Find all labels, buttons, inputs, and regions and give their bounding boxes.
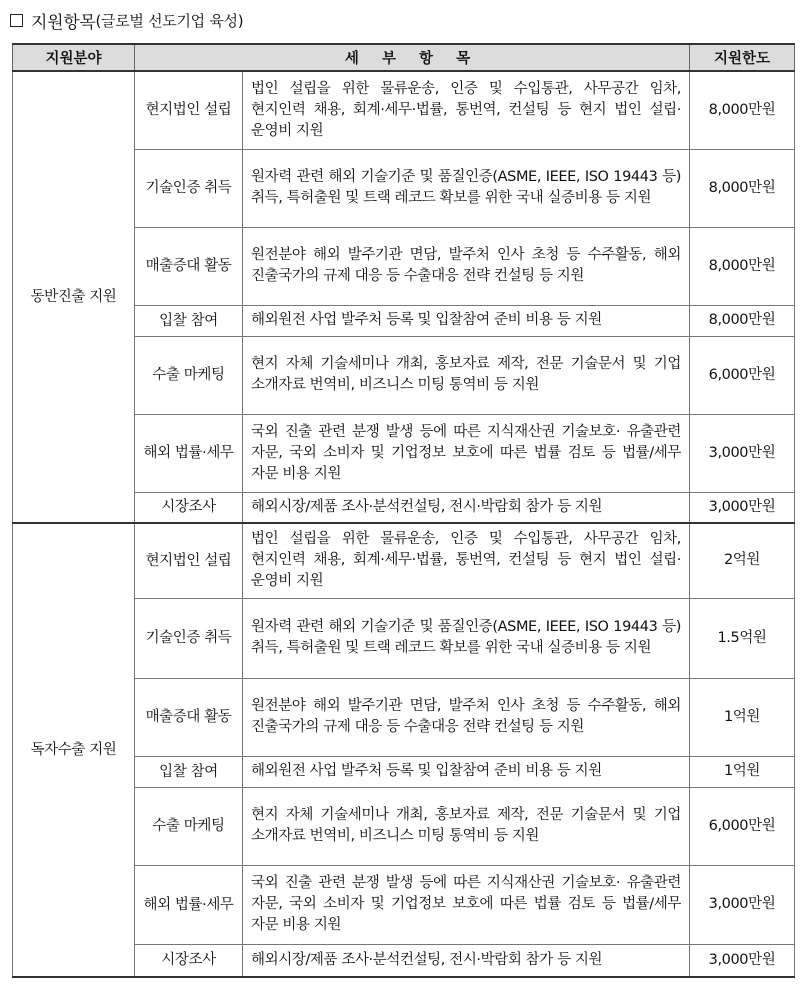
limit-cell: 3,000만원	[690, 414, 795, 492]
item-cell: 입찰 참여	[135, 305, 243, 336]
detail-cell: 해외시장/제품 조사·분석컨설팅, 전시·박람회 참가 등 지원	[243, 492, 690, 523]
header-details: 세 부 항 목	[135, 44, 690, 71]
detail-cell: 해외시장/제품 조사·분석컨설팅, 전시·박람회 참가 등 지원	[243, 944, 690, 977]
table-row	[13, 523, 795, 598]
item-cell: 수출 마케팅	[135, 336, 243, 414]
section-title: 지원항목	[31, 12, 96, 33]
table-body	[13, 71, 795, 977]
detail-cell: 국외 진출 관련 분쟁 발생 등에 따른 지식재산권 기술보호· 유출관련 자문, 국외 소비자 및 기업정보 보호에 따른 법률 검토 등 법률/세무 자문 비용 지원	[243, 414, 690, 492]
limit-cell: 8,000만원	[690, 149, 795, 227]
detail-cell: 법인 설립을 위한 물류운송, 인증 및 수입통관, 사무공간 임차, 현지인력 채용, 회계·세무·법률, 통번역, 컨설팅 등 현지 법인 설립·운영비 지원	[243, 523, 690, 598]
detail-cell: 해외원전 사업 발주처 등록 및 입찰참여 준비 비용 등 지원	[243, 305, 690, 336]
item-cell: 기술인증 취득	[135, 598, 243, 678]
item-cell: 해외 법률·세무	[135, 414, 243, 492]
limit-cell: 6,000만원	[690, 336, 795, 414]
limit-cell: 8,000만원	[690, 305, 795, 336]
limit-cell: 3,000만원	[690, 492, 795, 523]
support-items-table	[12, 43, 795, 978]
limit-cell: 1.5억원	[690, 598, 795, 678]
detail-cell: 원전분야 해외 발주기관 면담, 발주처 인사 초청 등 수주활동, 해외 진출국가의 규제 대응 등 수출대응 전략 컨설팅 등 지원	[243, 227, 690, 305]
limit-cell: 8,000만원	[690, 71, 795, 149]
item-cell: 매출증대 활동	[135, 678, 243, 756]
limit-cell: 1억원	[690, 678, 795, 756]
item-cell: 매출증대 활동	[135, 227, 243, 305]
detail-cell: 원자력 관련 해외 기술기준 및 품질인증(ASME, IEEE, ISO 19443 등) 취득, 특허출원 및 트랙 레코드 확보를 위한 국내 실증비용 등 지원	[243, 149, 690, 227]
item-cell: 현지법인 설립	[135, 523, 243, 598]
item-cell: 기술인증 취득	[135, 149, 243, 227]
table-row	[13, 71, 795, 149]
table-header-row	[13, 44, 795, 71]
item-cell: 수출 마케팅	[135, 787, 243, 865]
detail-cell: 현지 자체 기술세미나 개최, 홍보자료 제작, 전문 기술문서 및 기업 소개자료 번역비, 비즈니스 미팅 통역비 등 지원	[243, 787, 690, 865]
checkbox-square-icon	[10, 14, 23, 27]
category-cell: 동반진출 지원	[13, 71, 135, 523]
limit-cell: 2억원	[690, 523, 795, 598]
limit-cell: 3,000만원	[690, 944, 795, 977]
section-subtitle: (글로벌 선도기업 육성)	[95, 11, 244, 30]
detail-cell: 해외원전 사업 발주처 등록 및 입찰참여 준비 비용 등 지원	[243, 756, 690, 787]
item-cell: 시장조사	[135, 944, 243, 977]
section-heading	[10, 6, 243, 34]
header-limit: 지원한도	[690, 44, 795, 71]
item-cell: 해외 법률·세무	[135, 865, 243, 944]
item-cell: 입찰 참여	[135, 756, 243, 787]
item-cell: 현지법인 설립	[135, 71, 243, 149]
detail-cell: 원전분야 해외 발주기관 면담, 발주처 인사 초청 등 수주활동, 해외 진출국가의 규제 대응 등 수출대응 전략 컨설팅 등 지원	[243, 678, 690, 756]
limit-cell: 8,000만원	[690, 227, 795, 305]
limit-cell: 6,000만원	[690, 787, 795, 865]
detail-cell: 현지 자체 기술세미나 개최, 홍보자료 제작, 전문 기술문서 및 기업 소개자료 번역비, 비즈니스 미팅 통역비 등 지원	[243, 336, 690, 414]
detail-cell: 국외 진출 관련 분쟁 발생 등에 따른 지식재산권 기술보호· 유출관련 자문, 국외 소비자 및 기업정보 보호에 따른 법률 검토 등 법률/세무 자문 비용 지원	[243, 865, 690, 944]
item-cell: 시장조사	[135, 492, 243, 523]
header-category: 지원분야	[13, 44, 135, 71]
limit-cell: 1억원	[690, 756, 795, 787]
detail-cell: 법인 설립을 위한 물류운송, 인증 및 수입통관, 사무공간 임차, 현지인력 채용, 회계·세무·법률, 통번역, 컨설팅 등 현지 법인 설립·운영비 지원	[243, 71, 690, 149]
detail-cell: 원자력 관련 해외 기술기준 및 품질인증(ASME, IEEE, ISO 19443 등) 취득, 특허출원 및 트랙 레코드 확보를 위한 국내 실증비용 등 지원	[243, 598, 690, 678]
limit-cell: 3,000만원	[690, 865, 795, 944]
category-cell: 독자수출 지원	[13, 523, 135, 977]
